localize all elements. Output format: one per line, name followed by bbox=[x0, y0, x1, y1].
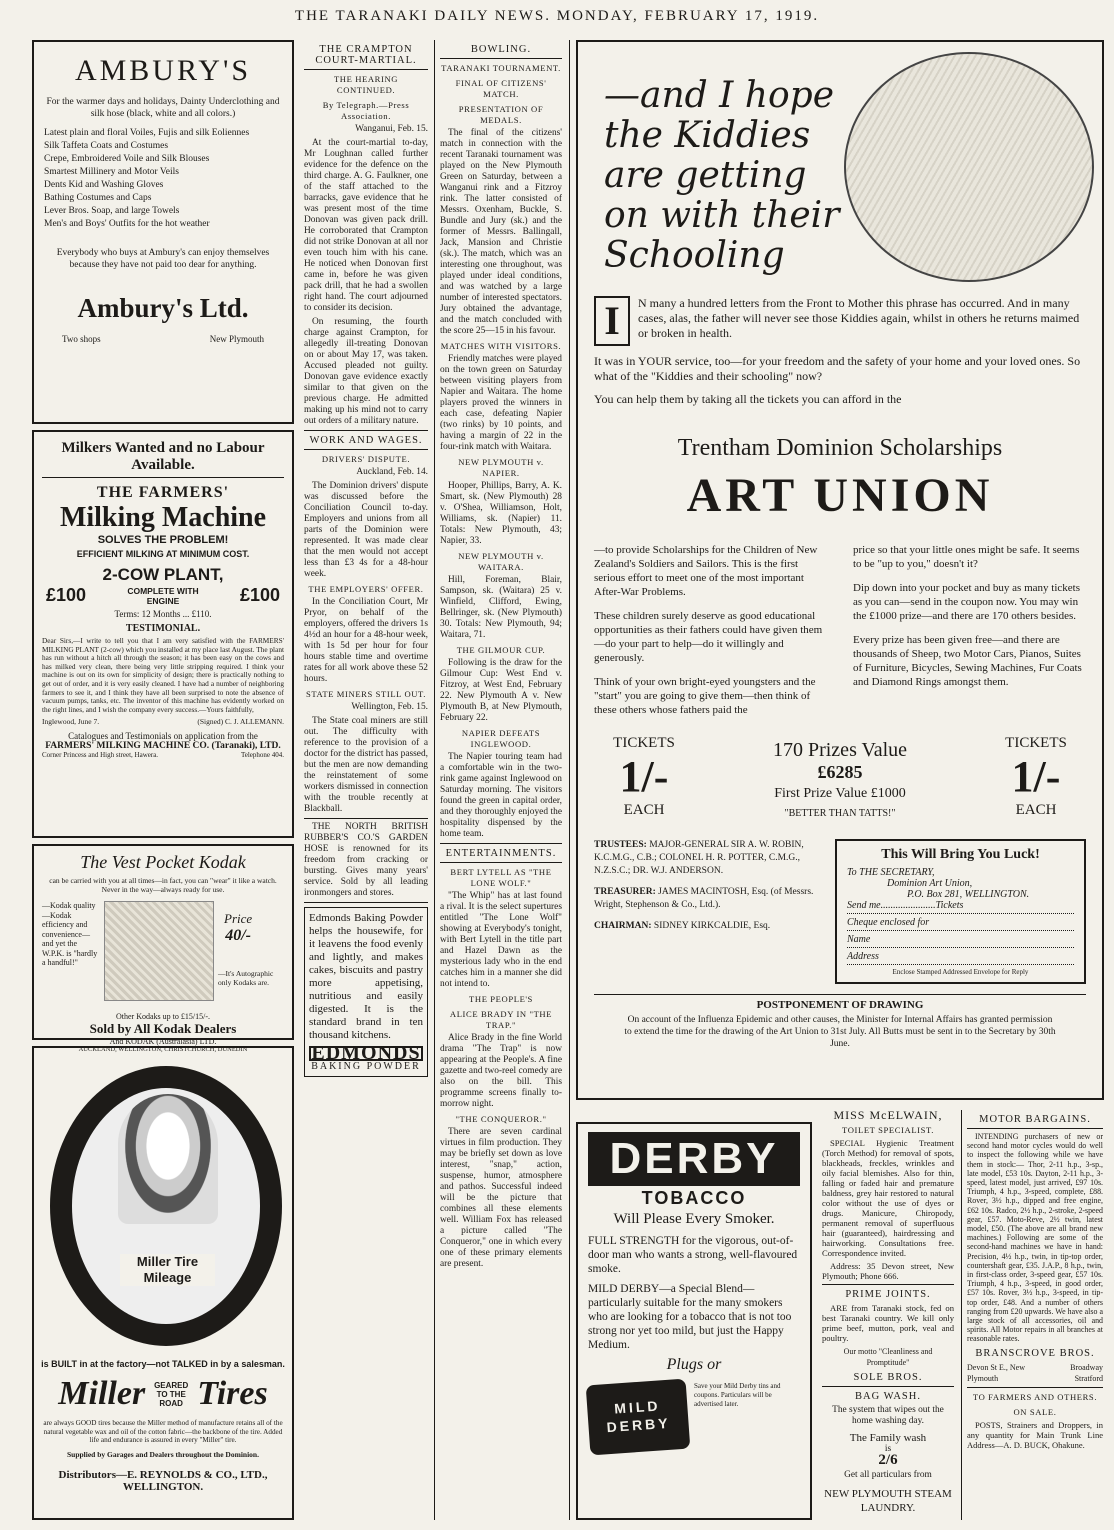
news-column-2 bbox=[300, 40, 432, 1520]
byline: By Telegraph.—Press Association. bbox=[322, 100, 410, 121]
help-paragraph: You can help them by taking all the tickets you can afford in the bbox=[594, 392, 902, 406]
milking-solves: SOLVES THE PROBLEM! bbox=[97, 534, 229, 546]
laundry-text: The system that wipes out the home washing day. bbox=[832, 1405, 944, 1426]
article-paragraph: "The Whip" has at last found a rival. It is the select supertures entitled "The Lone Wolf" showing at Everybody's tonight, with Bert Lytell in the title part and Hazel Dawn as the mysterious lady who in the end catches him in a manner she did not intend to. bbox=[440, 891, 562, 989]
mild-derby-tin: MILD DERBY bbox=[586, 1379, 691, 1456]
article-paragraph: The Dominion drivers' dispute was discussed before the Conciliation Council to-day. Employers and unions from all parts of the Dominion were represented. It was made clear that the men would not accept less than £3 4s for a 48-hour week. bbox=[304, 481, 428, 579]
laundry-is: is bbox=[884, 1444, 892, 1454]
milking-testimonial-head: TESTIMONIAL. bbox=[125, 623, 201, 634]
treasurer-text: JAMES MACINTOSH, Esq. (of Messrs. Wright, Stephenson & Co., Ltd.). bbox=[594, 887, 814, 910]
art-union-title: ART UNION bbox=[686, 469, 994, 522]
article-paragraph: Friendly matches were played on the town green on Saturday between visiting players from Napier and Waitara. The home players proved the winners in each case, defeating Napier (two rinks) by 10 points, and having a margin of 22 in the four-rink match with Waitara. bbox=[440, 354, 562, 452]
milking-catalogues: Catalogues and Testimonials on application from the bbox=[68, 731, 258, 742]
motor-title: MOTOR BARGAINS. bbox=[979, 1114, 1091, 1125]
miller-tires-word: Tires bbox=[197, 1375, 268, 1412]
laundry-price: 2/6 bbox=[878, 1452, 898, 1468]
kodak-camera-illustration bbox=[104, 901, 214, 1001]
edmonds-ad bbox=[304, 907, 428, 1077]
list-item: Smartest Millinery and Motor Veils bbox=[44, 167, 179, 177]
milking-efficient: EFFICIENT MILKING AT MINIMUM COST. bbox=[76, 549, 250, 559]
milking-price-right: £100 bbox=[239, 585, 280, 605]
kodak-cities: AUCKLAND, WELLINGTON, CHRISTCHURCH, DUNEDIN bbox=[78, 1046, 248, 1053]
ambury-shops: Two shops bbox=[62, 334, 101, 344]
derby-mild: MILD DERBY—a Special Blend—particularly suitable for the many smokers who are looking for a tobacco that is not too strong nor yet too mild, but just the Happy Medium. bbox=[588, 1283, 792, 1351]
edmonds-text: Edmonds Baking Powder helps the housewife, for it leavens the food evenly and lightly, and makes cakes, biscuits and pastry more appetising, nutritious and easily digested. It is the standard brand in ten thousand kitchens. bbox=[309, 912, 423, 1041]
posts-text: POSTS, Strainers and Droppers, in any quantity for Main Trunk Line Address—A. D. BUCK, Ohakune. bbox=[967, 1419, 1103, 1450]
article-subheading: STATE MINERS STILL OUT. bbox=[305, 689, 427, 699]
kodak-other: Other Kodaks up to £15/15/-. bbox=[116, 1012, 210, 1021]
small-ads-column-b bbox=[963, 1110, 1107, 1520]
miller-tires-ad bbox=[32, 1046, 294, 1520]
mcelwain-text: SPECIAL Hygienic Treatment (Torch Method) for removal of spots, blackheads, freckles, wrinkles and oily facial blemishes. Also for thin, falling or faded hair and premature baldness, grey hair restored to natural color without the use of dyes or drugs. Manicure, Chiropody, permanent removal of superfluous hair (guaranteed), hairdressing and hairworking. Consultations free. Correspondence invited. bbox=[822, 1138, 954, 1258]
article-subheading: TARANAKI TOURNAMENT. bbox=[441, 63, 561, 73]
dateline: Auckland, Feb. 14. bbox=[356, 467, 428, 477]
news-column-3 bbox=[436, 40, 566, 1520]
prime-text: ARE from Taranaki stock, fed on best Taranaki country. We kill only prime beef, mutton, pork, veal and poultry. bbox=[822, 1303, 954, 1343]
intro-paragraph: N many a hundred letters from the Front to Mother this phrase has occurred. And in many cases, alas, the father will never see those Kiddies again, whilst in others he returns maimed or broken in health. bbox=[638, 296, 1080, 340]
handwritten-quote: —and I hope the Kiddies are getting on with their Schooling bbox=[604, 75, 840, 276]
edmonds-logo: EDMONDS bbox=[309, 1046, 423, 1061]
milking-price-left: £100 bbox=[46, 585, 87, 605]
prizes-value: £6285 bbox=[817, 762, 863, 782]
laundry-family: The Family wash bbox=[849, 1432, 927, 1444]
coupon-to: To THE SECRETARY, bbox=[847, 867, 935, 878]
article-subheading: DRIVERS' DISPUTE. bbox=[321, 454, 411, 464]
list-item: Crepe, Embroidered Voile and Silk Blouses bbox=[44, 154, 210, 164]
article-paragraph: The final of the citizens' match in connection with the recent Taranaki tournament was played on the New Plymouth Green on Saturday, between a Wanganui rink and a Fitzroy rink. The latter consisted of Messrs. Oxenham, Buckle, S. Bundle and Jury (sk.) and the former of Messrs. Ballingall, Jack, Mansion and Christie (sk.). The match, which was an interesting one throughout, was played under ideal conditions, and was watched by a large number of interested spectators. Jury obtained the advantage, and the match concluded with the score 25—15 in his favour. bbox=[440, 128, 562, 336]
article-subheading: ALICE BRADY IN "THE TRAP." bbox=[449, 1009, 553, 1030]
miller-city: WELLINGTON. bbox=[122, 1480, 204, 1493]
service-paragraph: It was in YOUR service, too—for your freedom and the safety of your home and your loved ones. So what of the "Kiddies and their schooling" now? bbox=[594, 354, 1081, 383]
miller-desc: are always GOOD tires because the Miller method of manufacture retains all of the natural vegetable wax and oil of the cotton fabric—the backbone of the tire. Added life and endurance is assured in every "Miller" tire. bbox=[43, 1419, 283, 1444]
derby-save-note: Save your Mild Derby tins and coupons. Particulars will be advertised later. bbox=[694, 1382, 781, 1408]
ticket-price: 1/- bbox=[1011, 752, 1061, 801]
onsale-heading: ON SALE. bbox=[1013, 1406, 1057, 1417]
milking-the: THE FARMERS' bbox=[96, 484, 230, 501]
ambury-ad bbox=[32, 40, 294, 424]
small-ads-column-a bbox=[818, 1110, 958, 1520]
article-subheading: PRESENTATION OF MEDALS. bbox=[458, 104, 544, 125]
coupon-org: Dominion Art Union, bbox=[887, 878, 973, 889]
ambury-town: New Plymouth bbox=[209, 334, 264, 344]
prizes-paragraph: Every prize has been given free—and there are thousands of Sheep, two Motor Cars, Pianos, Suites of Furniture, Bicycles, Sewing Machines, Fur Coats and Diamond Rings amongst them. bbox=[853, 634, 1082, 688]
coupon-box: P.O. Box 281, WELLINGTON. bbox=[907, 889, 1030, 900]
derby-please: Will Please Every Smoker. bbox=[613, 1211, 775, 1227]
kodak-auto: —It's Autographic only Kodaks are. bbox=[218, 969, 274, 987]
article-paragraph: Following is the draw for the Gilmour Cup: West End v. Fitzroy, at West End, February 22. New Plymouth A v. New Plymouth B, at New Plymouth, February 22. bbox=[440, 658, 562, 723]
article-subheading: "THE CONQUEROR." bbox=[455, 1114, 547, 1124]
article-subheading: NEW PLYMOUTH v. NAPIER. bbox=[458, 457, 544, 478]
mcelwain-address: Address: 35 Devon street, New Plymouth; Phone 666. bbox=[822, 1261, 954, 1281]
treasurer-label: TREASURER: bbox=[594, 887, 656, 897]
postponement-heading: POSTPONEMENT OF DRAWING bbox=[756, 999, 924, 1011]
coupon-title: This Will Bring You Luck! bbox=[881, 847, 1040, 862]
miller-brand: Miller bbox=[58, 1375, 146, 1412]
derby-tobacco: TOBACCO bbox=[641, 1188, 747, 1208]
dateline: Wanganui, Feb. 15. bbox=[355, 124, 428, 134]
article-paragraph: At the court-martial to-day, Mr Loughnan called further evidence for the defence on the third charge. A. G. Faulkner, one of the staff attached to the barracks, gave evidence that he was present most of the time Donovan was given pack drill. He corroborated that Crampton did not strike Donovan at all nor even touch him with his cane. He noticed when Donovan first came in, before he was given pack drill, that he had a swollen right hand. The court adjourned to consider its decision. bbox=[304, 138, 428, 313]
postponement-text: On account of the Influenza Epidemic and other causes, the Minister for Internal Affairs has granted permission to extend the time for the drawing of the Art Union to 31st July. All Butts must be sent in to the Secretary by 30th June. bbox=[624, 1015, 1056, 1049]
motor-firm: BRANSCROVE BROS. bbox=[975, 1347, 1095, 1359]
derby-plugs: Plugs or bbox=[666, 1356, 722, 1373]
article-subheading: MATCHES WITH VISITORS. bbox=[440, 341, 562, 351]
farmers-heading: TO FARMERS AND OTHERS. bbox=[972, 1391, 1098, 1402]
list-item: Silk Taffeta Coats and Costumes bbox=[44, 141, 169, 151]
article-paragraph: In the Conciliation Court, Mr Pryor, on behalf of the employers, offered the drivers 1s 4½d an hour for a 48-hour week, with 1s 5d per hour for four hours stable time and overtime rates for all work above these 52 hours. bbox=[304, 597, 428, 684]
miller-built: is BUILT in at the factory—not TALKED in by a salesman. bbox=[41, 1359, 285, 1369]
milking-company: FARMERS' MILKING MACHINE CO. (Taranaki), LTD. bbox=[45, 741, 281, 752]
prizes-count: 170 Prizes Value bbox=[772, 739, 908, 761]
ambury-brand: Ambury's Ltd. bbox=[77, 293, 249, 323]
column-divider bbox=[961, 1110, 962, 1520]
milking-phone: Telephone 404. bbox=[240, 751, 284, 760]
chairman-label: CHAIRMAN: bbox=[594, 921, 652, 931]
tickets-paragraph: Dip down into your pocket and buy as many tickets as you can—send in the coupon now. You may win the £1000 prize—and there are 170 others besides. bbox=[853, 582, 1080, 622]
rubber-notice: THE NORTH BRITISH RUBBER'S CO.'S GARDEN HOSE is renowned for its freedom from cracking or bursting. Gives many years' service. Sold by all leading ironmongers and stores. bbox=[304, 822, 428, 898]
article-heading: THE CRAMPTON COURT-MARTIAL. bbox=[315, 44, 417, 66]
article-paragraph: Hill, Foreman, Blair, Sampson, sk. (Waitara) 25 v. Winfield, Clifford, Ewing, Bellringer, sk. (New Plymouth) 30. Totals: New Plymouth, 94; Waitara, 71. bbox=[440, 575, 562, 640]
motor-text: INTENDING purchasers of new or second hand motor cycles would do well to inspect the following while we have them in stock:— Thor, 2-11 h.p., 3-sp., late model, £53 10s. Dayton, 2-11 h.p., 3-speed, latest model, just arrived, £97 10s. Triumph, 4 h.p., 3-speed, complete, £88. Rover, 3½ h.p., dipped and free engine, £62 10s. Radco, 2½ h.p., 2-stroke, 2-speed gear, £57. Moto-Reve, 2½ twin, latest model, £50. (The above are all brand new machines.) Following are some of the second-hand machines we have in hand: Precision, 4½ h.p., twin, in tip-top order, countershaft gear, £35. J.A.P., 8 h.p., twin, in first-class order, 3-speed gear, £57 10s. Triumph, 4 h.p., 3-speed, in good order, £57 10s. Rover, 3½ h.p., 3-speed, in tip-top order, £48. And a number of others ranging from £20 upwards. We have also a large stock of all accessories, oil and spirits. All Motor repairs in all branches at reasonable rates. bbox=[967, 1132, 1103, 1344]
article-subheading: BERT LYTELL AS "THE LONE WOLF." bbox=[450, 867, 552, 888]
article-paragraph: The State coal miners are still out. The difficulty with reference to the provision of a doctor for the district has passed, but the men are now demanding the reinstatement of some workers dismissed in connection with the trouble recently at Blackball. bbox=[304, 716, 428, 814]
list-item: Lever Bros. Soap, and large Towels bbox=[44, 206, 180, 216]
list-item: Latest plain and floral Voiles, Fujis and silk Eoliennes bbox=[44, 128, 250, 138]
miller-supplied: Supplied by Garages and Dealers throughout the Dominion. bbox=[67, 1449, 259, 1459]
article-subheading: THE PEOPLE'S bbox=[469, 994, 533, 1004]
milking-testimonial: Dear Sirs,—I write to tell you that I am very satisfied with the FARMERS' MILKING PLANT (2-cow) which you installed at my place last August. The plant has run without a hitch all through the season; it has been easy on the cows and has milked very clean, there being very little stripping required. I think your machine is out on its own for simplicity of design; there is practically nothing to get out of order, and it is very easily cleaned. I have had a number of neighboring farmers to see it, and I think they have all been surprised to note the absence of vacuum pumps, tanks, etc. The inventor of this machine has evidently worked on the right lines, and I wish the company every success.—Yours faithfully, bbox=[42, 636, 284, 714]
milking-signed: (Signed) C. J. ALLEMANN. bbox=[197, 717, 284, 727]
mcelwain-name: MISS McELWAIN, bbox=[833, 1108, 943, 1122]
mcelwain-title: TOILET SPECIALIST. bbox=[842, 1125, 934, 1135]
kodak-title: The Vest Pocket Kodak bbox=[80, 852, 246, 872]
article-subheading: THE GILMOUR CUP. bbox=[456, 645, 546, 655]
education-paragraph: These children surely deserve as good educational opportunities as their fathers could have given them—do your part to help—do it willingly and generously. bbox=[594, 610, 823, 664]
miller-tire-text: Miller Tire Mileage bbox=[120, 1254, 215, 1286]
kodak-sold: Sold by All Kodak Dealers bbox=[89, 1021, 237, 1036]
milking-plant: 2-COW PLANT, bbox=[102, 565, 224, 584]
article-heading: ENTERTAINMENTS. bbox=[445, 848, 557, 859]
coupon-address-field[interactable]: Address bbox=[847, 951, 1074, 965]
article-heading: WORK AND WAGES. bbox=[309, 435, 423, 446]
purpose-paragraph: —to provide Scholarships for the Children of New Zealand's Soldiers and Sailors. This is the first serious effort to meet one of the most important After-War Problems. bbox=[594, 544, 818, 598]
laundry-title: BAG WASH. bbox=[855, 1391, 921, 1402]
article-subheading: NAPIER DEFEATS INGLEWOOD. bbox=[461, 728, 541, 749]
safety-paragraph: price so that your little ones might be safe. It seems to be "up to you," doesn't it? bbox=[853, 544, 1080, 570]
miller-distributors: Distributors—E. REYNOLDS & CO., LTD., bbox=[58, 1468, 268, 1481]
kodak-price-label: Price bbox=[224, 911, 253, 926]
kodak-company: And KODAK (Australasia) LTD. bbox=[109, 1037, 217, 1046]
milking-terms: Terms: 12 Months ... £110. bbox=[114, 609, 212, 619]
article-subheading: THE EMPLOYERS' OFFER. bbox=[308, 584, 424, 594]
milking-complete: COMPLETE WITH ENGINE bbox=[127, 585, 199, 606]
derby-tobacco-ad bbox=[576, 1122, 812, 1520]
tickets-label: TICKETS bbox=[613, 735, 675, 751]
motor-devon: Devon St E., New Plymouth bbox=[967, 1362, 1025, 1383]
drop-cap: I bbox=[594, 296, 630, 346]
art-union-ad bbox=[576, 40, 1104, 1100]
article-paragraph: On resuming, the fourth charge against Crampton, for allegedly ill-treating Donovan on or about May 17, was taken. Accused pleaded not guilty. Donovan gave evidence exactly similar to that given on the previous charge. He admitted making up his mind not to carry out orders of a military nature. bbox=[304, 317, 428, 426]
derby-full-strength: FULL STRENGTH for the vigorous, out-of-door man who wants a strong, well-flavoured smoke. bbox=[588, 1235, 798, 1275]
article-heading: BOWLING. bbox=[470, 44, 532, 55]
coupon-name-field[interactable]: Name bbox=[847, 934, 1074, 948]
coupon-foot: Enclose Stamped Addressed Envelope for Reply bbox=[892, 968, 1029, 976]
masthead: THE TARANAKI DAILY NEWS. MONDAY, FEBRUARY 17, 1919. bbox=[294, 8, 820, 24]
milking-address: Corner Princess and High street, Hawera. bbox=[42, 751, 159, 760]
ticket-price: 1/- bbox=[619, 752, 669, 801]
milking-place: Inglewood, June 7. bbox=[42, 717, 100, 727]
article-paragraph: Hooper, Phillips, Barry, A. K. Smart, sk. (New Plymouth) 28 v. O'Shea, Williamson, Holt, Williams, sk. (Napier) 11. Totals: New Plymouth, 43; Napier, 33. bbox=[440, 481, 562, 546]
kodak-price: 40/- bbox=[225, 927, 251, 944]
ambury-tagline: Everybody who buys at Ambury's can enjoy themselves because they have not paid too dear for anything. bbox=[56, 248, 270, 270]
article-subheading: THE HEARING CONTINUED. bbox=[333, 74, 399, 95]
milking-title: Milking Machine bbox=[59, 502, 267, 533]
chairman-text: SIDNEY KIRKCALDIE, Esq. bbox=[653, 921, 771, 931]
prime-title: PRIME JOINTS. bbox=[845, 1289, 931, 1300]
article-subheading: NEW PLYMOUTH v. WAITARA. bbox=[458, 551, 544, 572]
youngsters-paragraph: Think of your own bright-eyed youngsters and the "start" you are going to give them—then think of these others whose fathers paid the bbox=[594, 676, 816, 716]
first-prize: First Prize Value £1000 bbox=[774, 786, 906, 801]
ambury-items bbox=[44, 128, 282, 229]
miller-geared: GEARED TO THE ROAD bbox=[154, 1380, 189, 1408]
article-paragraph: Alice Brady in the fine World drama "The Trap" is now appearing at the People's. A fine gazette and two-reel comedy are also on the bill. This programme screens finally to-morrow night. bbox=[440, 1033, 562, 1109]
coupon-cheque-field[interactable]: Cheque enclosed for bbox=[847, 917, 1074, 931]
prime-motto: Our motto "Cleanliness and Promptitude" bbox=[843, 1347, 933, 1367]
article-paragraph: There are seven cardinal virtues in film production. They may be briefly set down as love interest, "snap," action, suspense, humor, atmosphere and pathos. Successful indeed will be the picture that combines all these elements well. William Fox has released a picture called "The Conqueror," one in which every one of these primary elements are present. bbox=[440, 1127, 562, 1269]
column-divider bbox=[569, 40, 570, 1520]
kodak-left-text: —Kodak quality—Kodak efficiency and convenience—and yet the W.P.K. is "hardly a handful!" bbox=[42, 901, 98, 967]
laundry-get: Get all particulars from bbox=[844, 1470, 932, 1480]
coupon[interactable] bbox=[835, 839, 1086, 984]
prime-firm: SOLE BROS. bbox=[853, 1372, 923, 1383]
motor-broadway: Broadway Stratford bbox=[1070, 1362, 1103, 1383]
kodak-ad bbox=[32, 844, 294, 1053]
list-item: Dents Kid and Washing Gloves bbox=[44, 180, 164, 190]
tatts-slogan: "BETTER THAN TATTS!" bbox=[784, 808, 896, 819]
tickets-label: TICKETS bbox=[1005, 735, 1067, 751]
soldier-writing-illustration bbox=[844, 52, 1094, 282]
kodak-sub: can be carried with you at all times—in fact, you can "wear" it like a watch. Never in the way—always ready for use. bbox=[49, 876, 277, 894]
milking-headline: Milkers Wanted and no Labour Available. bbox=[61, 440, 265, 473]
column-divider bbox=[434, 40, 435, 1520]
milking-machine-ad bbox=[32, 430, 294, 838]
trustees-label: TRUSTEES: bbox=[594, 840, 647, 850]
derby-logo: DERBY bbox=[588, 1132, 800, 1186]
edmonds-sub: BAKING POWDER bbox=[311, 1061, 421, 1072]
each-label: EACH bbox=[1015, 802, 1057, 818]
list-item: Bathing Costumes and Caps bbox=[44, 193, 152, 203]
laundry-name: NEW PLYMOUTH STEAM LAUNDRY. bbox=[824, 1488, 952, 1514]
ambury-title: AMBURY'S bbox=[74, 54, 252, 87]
article-subheading: FINAL OF CITIZENS' MATCH. bbox=[455, 78, 547, 99]
trustees-text: MAJOR-GENERAL SIR A. W. ROBIN, K.C.M.G., C.B.; COLONEL H. R. POTTER, C.M.G., N.Z.S.C.; DR. W.J. ANDERSON. bbox=[594, 840, 804, 876]
salesman-portrait bbox=[118, 1094, 218, 1224]
ambury-intro: For the warmer days and holidays, Dainty Underclothing and silk hose (black, white and all colors.) bbox=[46, 97, 280, 119]
dateline: Wellington, Feb. 15. bbox=[351, 702, 428, 712]
each-label: EACH bbox=[623, 802, 665, 818]
article-paragraph: The Napier touring team had a comfortable win in the two-rink game against Inglewood on Saturday morning. The visitors found the green in capital order, and they thoroughly enjoyed the hospitality dispensed by the home team. bbox=[440, 752, 562, 839]
coupon-send-field[interactable]: Send me......................Tickets bbox=[847, 900, 1074, 914]
list-item: Men's and Boys' Outfits for the hot weather bbox=[44, 219, 210, 229]
scholarships-title: Trentham Dominion Scholarships bbox=[677, 435, 1003, 461]
